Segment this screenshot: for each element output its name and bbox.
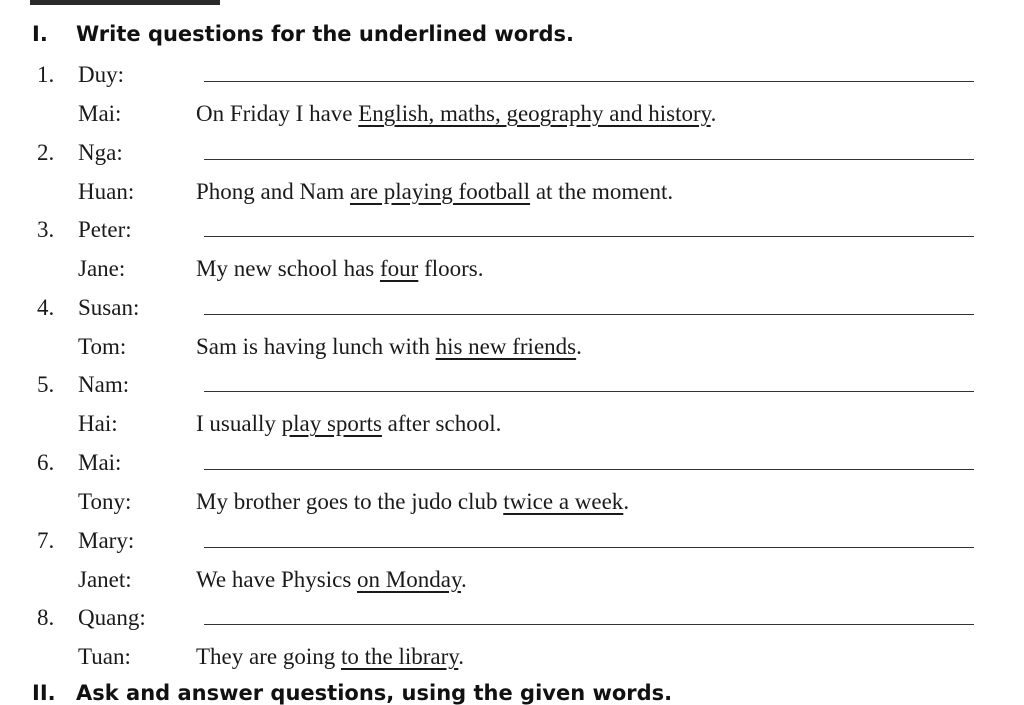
sentence-end: after school. — [381, 411, 502, 437]
question-row — [0, 523, 1024, 559]
section-number: II. — [32, 681, 56, 705]
blank-answer-line[interactable] — [204, 159, 974, 160]
exercise-number: 5. — [37, 372, 55, 398]
answer-sentence — [196, 484, 629, 520]
answer-row — [0, 562, 1024, 598]
blank-answer-line[interactable] — [204, 314, 974, 315]
exercise-number: 4. — [37, 294, 55, 320]
answer-sentence — [196, 329, 582, 365]
asker-name: Mary: — [78, 527, 135, 553]
responder-name: Tom: — [78, 333, 127, 359]
answer-row — [0, 251, 1024, 287]
answer-sentence — [196, 96, 716, 132]
sentence-end: . — [710, 101, 717, 126]
exercise-number: 7. — [37, 527, 55, 553]
underlined-words: English, maths, geography and history — [358, 101, 711, 126]
blank-answer-line[interactable] — [204, 81, 974, 82]
underlined-words: four — [379, 256, 419, 282]
answer-sentence — [196, 406, 501, 442]
question-row — [0, 212, 1024, 248]
question-row — [0, 445, 1024, 481]
responder-name: Tony: — [78, 489, 132, 514]
blank-answer-line[interactable] — [204, 236, 974, 237]
responder-name: Huan: — [78, 178, 135, 204]
sentence-end: . — [576, 333, 582, 359]
responder-name: Jane: — [78, 256, 126, 282]
underlined-words: his new friends — [435, 333, 577, 359]
section-title: Write questions for the underlined words. — [76, 22, 575, 46]
blank-answer-line[interactable] — [204, 391, 974, 392]
responder-name: Hai: — [78, 411, 118, 437]
sentence-start: My new school has — [196, 256, 380, 282]
sentence-end: . — [623, 489, 630, 514]
underlined-words: twice a week — [503, 489, 624, 514]
exercise-number: 1. — [37, 62, 55, 87]
sentence-start: Phong and Nam — [196, 178, 350, 204]
underlined-words: to the library — [340, 644, 459, 670]
answer-row — [0, 329, 1024, 365]
sentence-start: On Friday I have — [196, 101, 359, 126]
answer-sentence — [196, 251, 483, 287]
answer-sentence — [196, 562, 467, 598]
asker-name: Mai: — [78, 450, 122, 475]
blank-answer-line[interactable] — [204, 469, 974, 470]
underlined-words: on Monday — [357, 566, 461, 592]
sentence-end: floors. — [418, 256, 484, 282]
answer-row — [0, 174, 1024, 210]
question-row — [0, 135, 1024, 171]
answer-row — [0, 406, 1024, 442]
section-1-heading — [32, 22, 574, 46]
section-2-heading — [32, 681, 672, 705]
answer-row — [0, 484, 1024, 520]
blank-answer-line[interactable] — [204, 547, 974, 548]
asker-name: Duy: — [78, 62, 124, 87]
asker-name: Nam: — [78, 372, 130, 398]
asker-name: Peter: — [78, 217, 132, 243]
question-row — [0, 600, 1024, 636]
cropped-header-bar — [30, 0, 220, 5]
responder-name: Tuan: — [78, 644, 131, 670]
sentence-start: I usually — [196, 411, 282, 437]
question-row — [0, 290, 1024, 326]
responder-name: Janet: — [78, 566, 132, 592]
asker-name: Quang: — [78, 605, 146, 631]
question-row — [0, 57, 1024, 93]
sentence-start: My brother goes to the judo club — [196, 489, 504, 514]
underlined-words: are playing football — [349, 178, 531, 204]
responder-name: Mai: — [78, 101, 122, 126]
answer-sentence — [196, 639, 464, 675]
sentence-start: They are going — [196, 644, 341, 670]
asker-name: Susan: — [78, 294, 140, 320]
sentence-end: . — [460, 566, 467, 592]
sentence-start: Sam is having lunch with — [196, 333, 436, 359]
exercise-number: 3. — [37, 217, 55, 243]
question-row — [0, 367, 1024, 403]
sentence-end: at the moment. — [530, 178, 674, 204]
asker-name: Nga: — [78, 139, 123, 165]
answer-row — [0, 96, 1024, 132]
section-title: Ask and answer questions, using the given words. — [76, 681, 673, 705]
sentence-end: . — [458, 644, 465, 670]
answer-sentence — [196, 174, 673, 210]
sentence-start: We have Physics — [196, 566, 358, 592]
exercise-number: 2. — [37, 139, 55, 165]
underlined-words: play sports — [281, 411, 382, 437]
exercise-number: 8. — [37, 605, 55, 631]
section-number: I. — [32, 22, 48, 46]
answer-row — [0, 639, 1024, 675]
blank-answer-line[interactable] — [204, 624, 974, 625]
exercise-number: 6. — [37, 450, 55, 475]
